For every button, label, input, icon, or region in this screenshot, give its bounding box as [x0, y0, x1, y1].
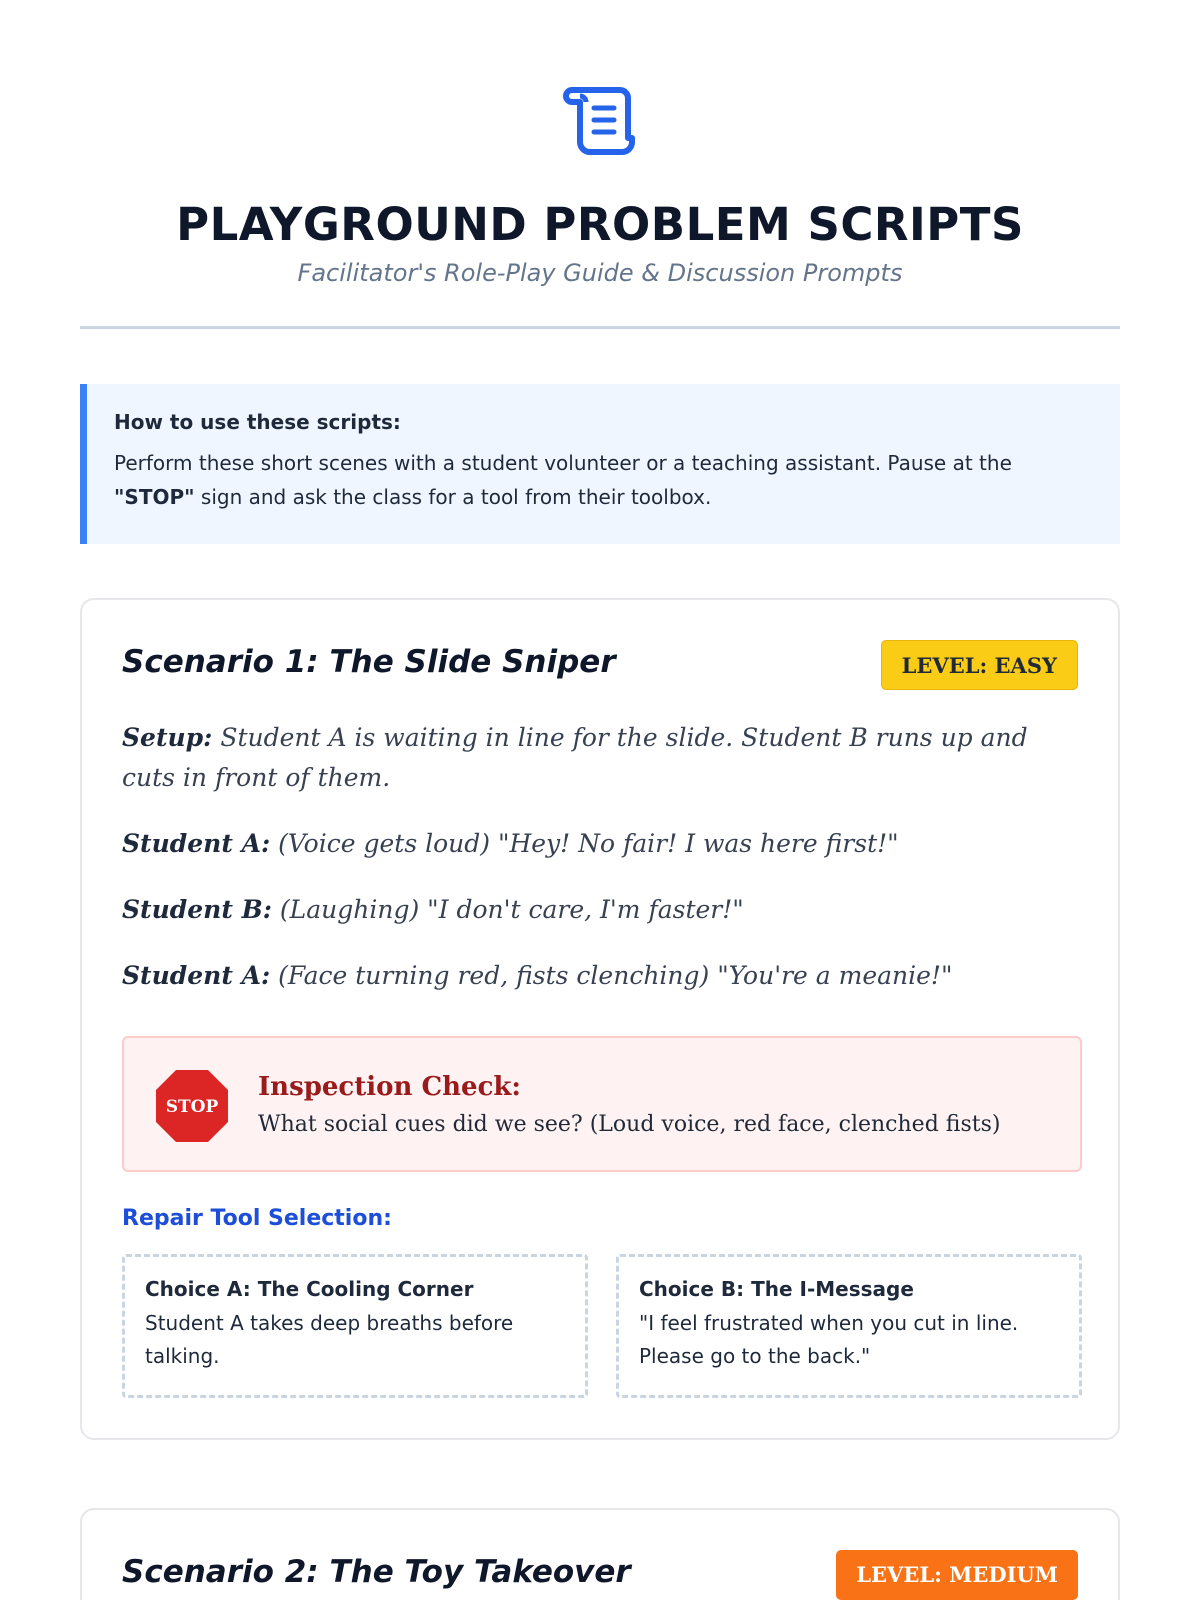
script-text: (Laughing) "I don't care, I'm faster!" [271, 895, 744, 924]
stop-sign-label: STOP [165, 1097, 219, 1117]
script-line [122, 956, 1082, 996]
choice-body: Student A takes deep breaths before talking. [145, 1311, 514, 1368]
instructions-callout [80, 384, 1120, 544]
script-line [122, 718, 1082, 798]
inspection-check-title: Inspection Check: [258, 1072, 522, 1102]
choice-card-a [122, 1254, 588, 1398]
choice-title: Choice A: The Cooling Corner [145, 1277, 474, 1301]
instructions-body [114, 446, 1090, 514]
script-speaker: Student A: [122, 961, 271, 990]
script-line [122, 824, 1082, 864]
script-text: (Voice gets loud) "Hey! No fair! I was here first!" [270, 829, 899, 858]
level-badge: LEVEL: EASY [881, 640, 1078, 690]
script-text: (Face turning red, fists clenching) "You're a meanie!" [270, 961, 953, 990]
instructions-text-1: Perform these short scenes with a student volunteer or a teaching assistant. Pause at the [114, 451, 1012, 475]
scenario-card [80, 598, 1120, 1440]
choice-card-b [616, 1254, 1082, 1398]
level-badge: LEVEL: MEDIUM [836, 1550, 1078, 1600]
inspection-check-box [122, 1036, 1082, 1172]
choice-body: "I feel frustrated when you cut in line. Please go to the back." [639, 1311, 1019, 1368]
scenario-card [80, 1508, 1120, 1600]
page-header [0, 0, 1200, 287]
scenario-title: Scenario 1: The Slide Sniper [122, 644, 616, 680]
header-divider [80, 326, 1120, 329]
scenario-script [122, 718, 1082, 1022]
repair-tool-heading: Repair Tool Selection: [122, 1206, 392, 1231]
script-speaker: Student A: [122, 829, 271, 858]
choice-title: Choice B: The I-Message [639, 1277, 914, 1301]
inspection-check-body: What social cues did we see? (Loud voice, red face, clenched fists) [258, 1112, 1001, 1137]
page-title: PLAYGROUND PROBLEM SCRIPTS [176, 198, 1024, 251]
stop-sign-icon [154, 1068, 230, 1144]
instructions-text-2: sign and ask the class for a tool from their toolbox. [194, 485, 712, 509]
script-speaker: Student B: [122, 895, 272, 924]
script-speaker: Setup: [122, 723, 213, 752]
script-line [122, 890, 1082, 930]
page-subtitle: Facilitator's Role-Play Guide & Discussion Prompts [297, 259, 903, 287]
scenario-title: Scenario 2: The Toy Takeover [122, 1554, 631, 1590]
script-text: Student A is waiting in line for the slide. Student B runs up and cuts in front of them. [122, 723, 1028, 792]
scroll-icon [562, 84, 638, 156]
instructions-stop-word: "STOP" [114, 485, 195, 509]
instructions-heading: How to use these scripts: [114, 410, 401, 434]
